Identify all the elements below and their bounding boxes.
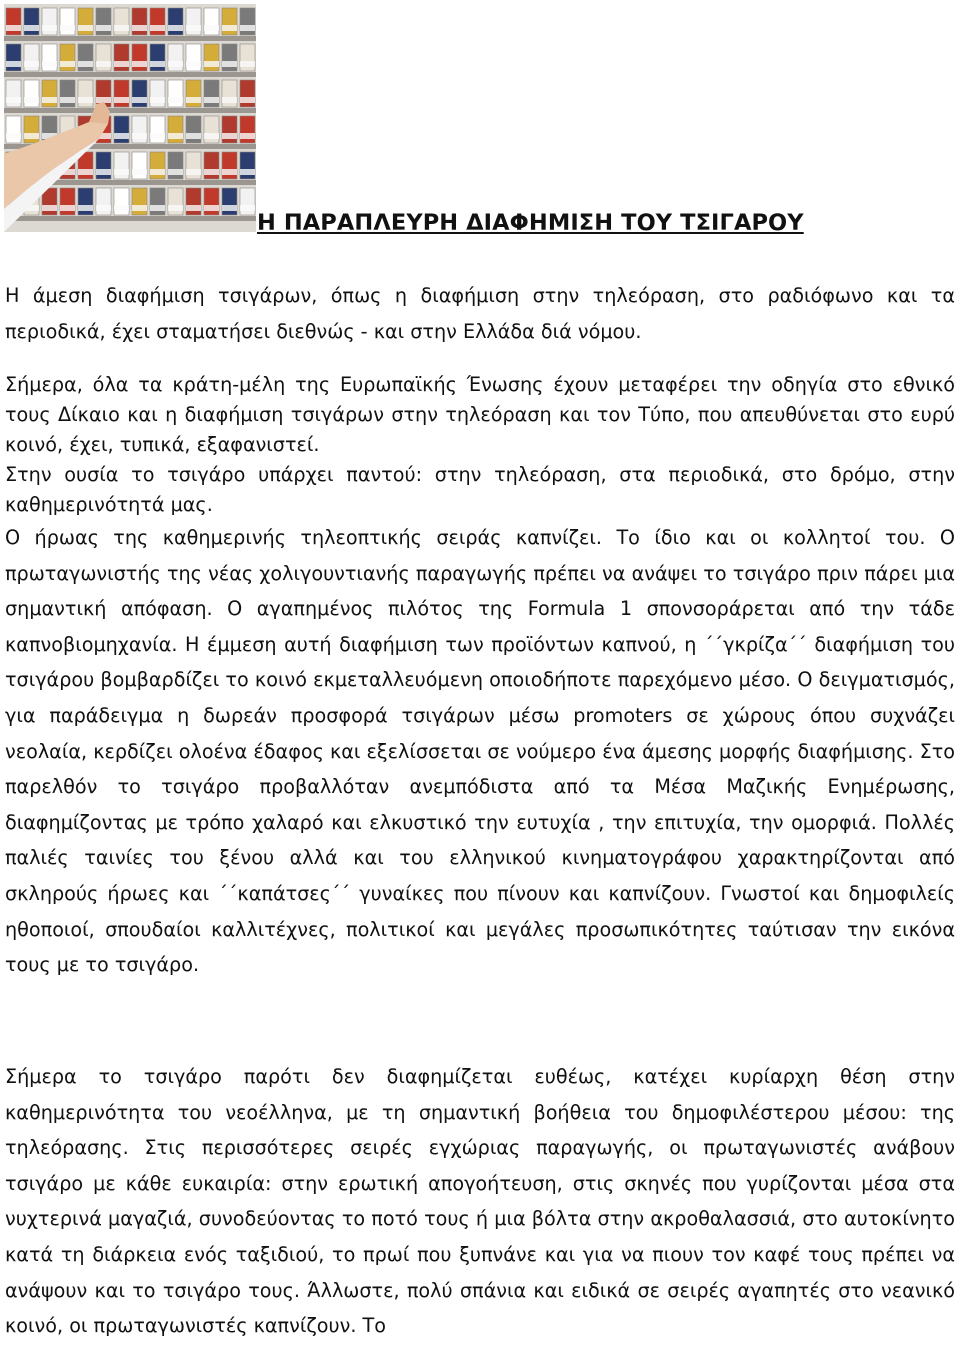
paragraph: Ο ήρωας της καθημερινής τηλεοπτικής σειράς καπνίζει. Το ίδιο και οι κολλητοί του. Ο πρωταγωνιστής της νέας χολιγουντιανής παραγωγής πρέπει να ανάψει το τσιγάρο πριν πάρει μια σημαντική απόφαση. Ο αγαπημένος πιλότος της Formula 1 σπονσοράρεται από την τάδε καπνοβιομηχανία. Η έμμεση αυτή διαφήμιση των προϊόντων καπνού, η ΄΄γκρίζα΄΄ διαφήμιση του τσιγάρου βομβαρδίζει το κοινό εκμεταλλευόμενη οποιοδήποτε παρεχόμενο μέσο. Ο δειγματισμός, για παράδειγμα η δωρεάν προσφορά τσιγάρων μέσω promoters σε χώρους όπου συχνάζει νεολαία, κερδίζει ολοένα έδαφος και εξελίσσεται σε νούμερο ένα άμεσης μορφής διαφήμισης. Στο παρελθόν το τσιγάρο προβαλλόταν ανεμπόδιστα από τα Μέσα Μαζικής Ενημέρωσης, διαφημίζοντας με τρόπο χαλαρό και ελκυστικό την ευτυχία , την επιτυχία, την ομορφιά. Πολλές παλιές ταινίες του ξένου αλλά και του ελληνικού κινηματογράφου χαρακτηρίζονται από σκληρούς ήρωες και ΄΄καπάτσες΄΄ γυναίκες που πίνουν και καπνίζουν. Γνωστοί και δημοφιλείς ηθοποιοί, σπουδαίοι καλλιτέχνες, πολιτικοί και μεγάλες προσωπικότητες ταύτισαν την εικόνα τους με το τσιγάρο. bbox=[5, 526, 955, 977]
cigarette-shelf-photo bbox=[4, 4, 256, 232]
paragraph: Στην ουσία το τσιγάρο υπάρχει παντού: στην τηλεόραση, στα περιοδικά, στο δρόμο, στην καθημερινότητά μας. bbox=[5, 463, 955, 516]
article-body bbox=[5, 370, 955, 983]
paragraph: Σήμερα το τσιγάρο παρότι δεν διαφημίζεται ευθέως, κατέχει κυρίαρχη θέση στην καθημερινότητα του νεοέλληνα, με τη σημαντική βοήθεια του δημοφιλέστερου μέσου: της τηλεόρασης. Στις περισσότερες σειρές εγχώριας παραγωγής, οι πρωταγωνιστές ανάβουν τσιγάρο με κάθε ευκαιρία: στην ερωτική απογοήτευση, στις σκηνές που γυρίζονται μέσα στα νυχτερινά μαγαζιά, συνοδεύοντας το ποτό τους ή μια βόλτα στην ακροθαλασσιά, στο αυτοκίνητο κατά τη διάρκεια ενός ταξιδιού, το πρωί που ξυπνάνε και για να πιουν τον καφέ τους πρέπει να ανάψουν και το τσιγάρο τους. Άλλωστε, πολύ σπάνια και ειδικά σε σειρές αγαπητές στο νεανικό κοινό, οι πρωταγωνιστές καπνίζουν. Το bbox=[5, 1065, 955, 1338]
paragraph: Η άμεση διαφήμιση τσιγάρων, όπως η διαφήμιση στην τηλεόραση, στο ραδιόφωνο και τα περιοδικά, έχει σταματήσει διεθνώς - και στην Ελλάδα διά νόμου. bbox=[5, 284, 955, 343]
article-intro bbox=[5, 278, 955, 349]
article-closing bbox=[5, 1059, 955, 1344]
article-title: Η ΠΑΡΑΠΛΕΥΡΗ ΔΙΑΦΗΜΙΣΗ ΤΟΥ ΤΣΙΓΑΡΟΥ bbox=[257, 210, 804, 236]
paragraph: Σήμερα, όλα τα κράτη-μέλη της Ευρωπαϊκής Ένωσης έχουν μεταφέρει την οδηγία στο εθνικό τους Δίκαιο και η διαφήμιση τσιγάρων στην τηλεόραση και τον Τύπο, που απευθύνεται στο ευρύ κοινό, έχει, τυπικά, εξαφανιστεί. bbox=[5, 373, 955, 456]
